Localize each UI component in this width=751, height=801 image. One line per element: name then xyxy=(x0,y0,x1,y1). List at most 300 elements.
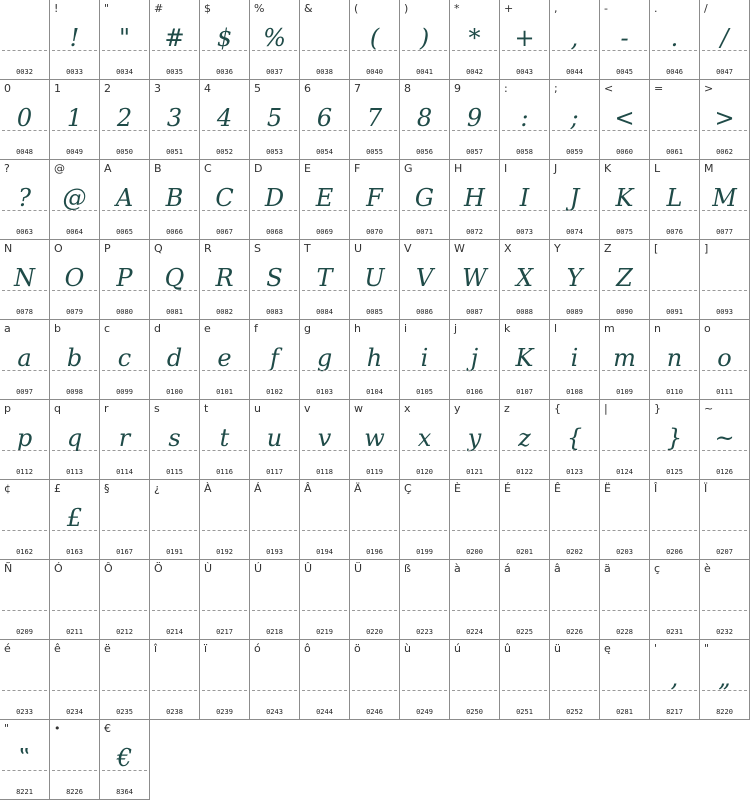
glyph-cell xyxy=(650,240,700,320)
glyph-key-label: | xyxy=(604,402,608,415)
glyph-code: 0059 xyxy=(566,148,583,156)
glyph-sample: y xyxy=(467,424,482,452)
glyph-key-label: I xyxy=(504,162,508,175)
glyph-key-label: 4 xyxy=(204,82,211,95)
glyph-key-label: ; xyxy=(554,82,558,95)
baseline-divider xyxy=(702,290,747,291)
glyph-code: 0088 xyxy=(516,308,533,316)
glyph-sample xyxy=(200,656,249,700)
baseline-divider xyxy=(202,130,247,131)
glyph-sample xyxy=(0,576,49,620)
glyph-sample: ~ xyxy=(714,424,735,452)
glyph-key-label: # xyxy=(154,2,164,15)
glyph-cell xyxy=(300,240,350,320)
glyph-code: 0067 xyxy=(216,228,233,236)
glyph-sample: t xyxy=(219,424,230,452)
glyph-code: 0051 xyxy=(166,148,183,156)
glyph-sample: e xyxy=(217,344,232,372)
baseline-divider xyxy=(2,770,47,771)
glyph-sample: C xyxy=(215,184,234,212)
glyph-sample xyxy=(650,96,699,140)
baseline-divider xyxy=(402,210,447,211)
glyph-key-label: { xyxy=(554,402,561,415)
glyph-sample: o xyxy=(717,344,732,372)
glyph-code: 0107 xyxy=(516,388,533,396)
glyph-key-label: < xyxy=(604,82,614,95)
glyph-key-label: Y xyxy=(554,242,561,255)
glyph-cell xyxy=(100,480,150,560)
glyph-cell xyxy=(700,400,750,480)
baseline-divider xyxy=(352,610,397,611)
glyph-cell xyxy=(450,560,500,640)
glyph-code: 0218 xyxy=(266,628,283,636)
baseline-divider xyxy=(52,290,97,291)
glyph-key-label: T xyxy=(304,242,311,255)
glyph-cell xyxy=(100,0,150,80)
baseline-divider xyxy=(102,210,147,211)
baseline-divider xyxy=(152,290,197,291)
baseline-divider xyxy=(602,450,647,451)
glyph-key-label: ) xyxy=(404,2,409,15)
baseline-divider xyxy=(252,690,297,691)
glyph-key-label: à xyxy=(454,562,461,575)
baseline-divider xyxy=(502,530,547,531)
baseline-divider xyxy=(702,210,747,211)
glyph-code: 0249 xyxy=(416,708,433,716)
baseline-divider xyxy=(552,370,597,371)
glyph-sample: N xyxy=(14,264,35,292)
glyph-cell xyxy=(300,160,350,240)
glyph-sample xyxy=(400,496,449,540)
glyph-sample: , xyxy=(570,24,579,52)
glyph-cell xyxy=(50,560,100,640)
glyph-key-label: Ê xyxy=(554,482,561,495)
glyph-code: 0038 xyxy=(316,68,333,76)
glyph-sample: m xyxy=(613,344,636,372)
glyph-key-label: q xyxy=(54,402,61,415)
glyph-code: 0054 xyxy=(316,148,333,156)
glyph-sample xyxy=(150,576,199,620)
glyph-code: 0118 xyxy=(316,468,333,476)
glyph-sample xyxy=(700,256,749,300)
glyph-sample xyxy=(100,496,149,540)
glyph-key-label: & xyxy=(304,2,313,15)
baseline-divider xyxy=(352,130,397,131)
glyph-key-label: y xyxy=(454,402,461,415)
baseline-divider xyxy=(2,610,47,611)
glyph-key-label: P xyxy=(104,242,111,255)
glyph-code: 0075 xyxy=(616,228,633,236)
glyph-sample: v xyxy=(317,424,332,452)
glyph-code: 0057 xyxy=(466,148,483,156)
glyph-code: 0103 xyxy=(316,388,333,396)
glyph-cell xyxy=(450,400,500,480)
glyph-key-label: e xyxy=(204,322,211,335)
glyph-code: 0066 xyxy=(166,228,183,236)
baseline-divider xyxy=(252,50,297,51)
glyph-key-label: } xyxy=(654,402,661,415)
glyph-code: 0097 xyxy=(16,388,33,396)
baseline-divider xyxy=(552,210,597,211)
glyph-code: 0063 xyxy=(16,228,33,236)
glyph-sample xyxy=(250,656,299,700)
glyph-key-label: 7 xyxy=(354,82,361,95)
baseline-divider xyxy=(302,210,347,211)
glyph-key-label: Ñ xyxy=(4,562,13,575)
glyph-code: 0069 xyxy=(316,228,333,236)
glyph-cell xyxy=(500,480,550,560)
baseline-divider xyxy=(602,130,647,131)
glyph-key-label: k xyxy=(504,322,511,335)
glyph-code: 0246 xyxy=(366,708,383,716)
glyph-key-label: - xyxy=(604,2,608,15)
glyph-code: 0087 xyxy=(466,308,483,316)
glyph-code: 0079 xyxy=(66,308,83,316)
glyph-sample: X xyxy=(515,264,534,292)
baseline-divider xyxy=(402,130,447,131)
glyph-key-label: û xyxy=(504,642,511,655)
baseline-divider xyxy=(402,690,447,691)
glyph-sample: Z xyxy=(616,264,633,292)
glyph-key-label: ö xyxy=(354,642,361,655)
glyph-sample: „ xyxy=(718,664,731,692)
glyph-cell xyxy=(500,0,550,80)
glyph-key-label: , xyxy=(554,2,558,15)
glyph-cell xyxy=(550,400,600,480)
glyph-key-label: • xyxy=(54,722,61,735)
glyph-key-label: b xyxy=(54,322,61,335)
baseline-divider xyxy=(2,130,47,131)
glyph-code: 0033 xyxy=(66,68,83,76)
glyph-cell xyxy=(200,240,250,320)
glyph-code: 0224 xyxy=(466,628,483,636)
baseline-divider xyxy=(302,690,347,691)
glyph-key-label: U xyxy=(354,242,363,255)
glyph-code: 0053 xyxy=(266,148,283,156)
glyph-key-label: Ú xyxy=(254,562,263,575)
glyph-cell xyxy=(700,480,750,560)
glyph-sample xyxy=(50,656,99,700)
glyph-sample xyxy=(500,576,549,620)
glyph-sample: D xyxy=(264,184,285,212)
glyph-sample: T xyxy=(316,264,333,292)
glyph-key-label: è xyxy=(704,562,711,575)
baseline-divider xyxy=(52,370,97,371)
glyph-cell xyxy=(250,160,300,240)
glyph-sample xyxy=(600,416,649,460)
glyph-key-label: ë xyxy=(104,642,111,655)
glyph-code: 0202 xyxy=(566,548,583,556)
baseline-divider xyxy=(652,130,697,131)
baseline-divider xyxy=(652,530,697,531)
glyph-sample xyxy=(150,656,199,700)
baseline-divider xyxy=(302,530,347,531)
glyph-key-label: x xyxy=(404,402,411,415)
glyph-cell xyxy=(450,0,500,80)
glyph-code: 0243 xyxy=(266,708,283,716)
glyph-cell xyxy=(50,160,100,240)
glyph-code: 0200 xyxy=(466,548,483,556)
glyph-cell xyxy=(550,0,600,80)
glyph-key-label: X xyxy=(504,242,512,255)
glyph-code: 0116 xyxy=(216,468,233,476)
glyph-sample: K xyxy=(615,184,634,212)
glyph-code: 0122 xyxy=(516,468,533,476)
glyph-code: 0102 xyxy=(266,388,283,396)
glyph-code: 0060 xyxy=(616,148,633,156)
glyph-key-label: @ xyxy=(54,162,65,175)
glyph-sample: ( xyxy=(369,24,380,52)
baseline-divider xyxy=(702,130,747,131)
baseline-divider xyxy=(652,290,697,291)
glyph-code: 0105 xyxy=(416,388,433,396)
glyph-cell xyxy=(0,640,50,720)
glyph-key-label: Ö xyxy=(154,562,163,575)
glyph-cell xyxy=(500,640,550,720)
glyph-key-label: E xyxy=(304,162,311,175)
glyph-sample: w xyxy=(364,424,385,452)
glyph-code: 0080 xyxy=(116,308,133,316)
glyph-sample: S xyxy=(266,264,283,292)
glyph-sample: c xyxy=(117,344,132,372)
glyph-code: 0062 xyxy=(716,148,733,156)
glyph-key-label: % xyxy=(254,2,265,15)
glyph-sample: K xyxy=(515,344,534,372)
baseline-divider xyxy=(152,690,197,691)
glyph-key-label: o xyxy=(704,322,711,335)
glyph-key-label: Ü xyxy=(354,562,363,575)
glyph-key-label: ~ xyxy=(704,402,714,415)
glyph-cell xyxy=(600,80,650,160)
glyph-sample: 5 xyxy=(266,104,283,132)
glyph-sample: d xyxy=(166,344,183,372)
glyph-sample: i xyxy=(570,344,579,372)
baseline-divider xyxy=(52,690,97,691)
glyph-key-label: ï xyxy=(204,642,208,655)
baseline-divider xyxy=(402,450,447,451)
baseline-divider xyxy=(352,210,397,211)
glyph-cell xyxy=(250,400,300,480)
glyph-sample: 3 xyxy=(166,104,183,132)
baseline-divider xyxy=(702,690,747,691)
glyph-code: 0037 xyxy=(266,68,283,76)
glyph-sample: . xyxy=(670,24,679,52)
baseline-divider xyxy=(152,50,197,51)
baseline-divider xyxy=(152,130,197,131)
glyph-sample xyxy=(150,496,199,540)
glyph-sample: @ xyxy=(62,184,87,212)
baseline-divider xyxy=(502,690,547,691)
glyph-sample: i xyxy=(420,344,429,372)
baseline-divider xyxy=(52,210,97,211)
baseline-divider xyxy=(302,610,347,611)
baseline-divider xyxy=(602,370,647,371)
glyph-sample: n xyxy=(666,344,683,372)
glyph-sample xyxy=(600,656,649,700)
glyph-key-label: 5 xyxy=(254,82,261,95)
glyph-code: 0167 xyxy=(116,548,133,556)
glyph-cell xyxy=(50,240,100,320)
glyph-key-label: ' xyxy=(654,642,658,655)
glyph-code: 0086 xyxy=(416,308,433,316)
glyph-sample xyxy=(700,496,749,540)
glyph-sample: O xyxy=(64,264,85,292)
baseline-divider xyxy=(452,50,497,51)
glyph-key-label: ú xyxy=(454,642,461,655)
glyph-cell xyxy=(250,80,300,160)
baseline-divider xyxy=(202,290,247,291)
baseline-divider xyxy=(602,50,647,51)
baseline-divider xyxy=(502,130,547,131)
glyph-sample: I xyxy=(519,184,530,212)
glyph-code: 0106 xyxy=(466,388,483,396)
glyph-code: 8217 xyxy=(666,708,683,716)
baseline-divider xyxy=(352,50,397,51)
glyph-sample xyxy=(550,656,599,700)
baseline-divider xyxy=(452,530,497,531)
glyph-sample: j xyxy=(470,344,479,372)
glyph-key-label: F xyxy=(354,162,361,175)
baseline-divider xyxy=(2,210,47,211)
glyph-key-label: 8 xyxy=(404,82,411,95)
glyph-cell xyxy=(450,160,500,240)
baseline-divider xyxy=(652,690,697,691)
baseline-divider xyxy=(552,610,597,611)
baseline-divider xyxy=(352,290,397,291)
glyph-cell xyxy=(150,640,200,720)
glyph-cell xyxy=(500,320,550,400)
glyph-sample: s xyxy=(168,424,181,452)
glyph-sample xyxy=(100,656,149,700)
glyph-code: 0071 xyxy=(416,228,433,236)
glyph-key-label: L xyxy=(654,162,661,175)
glyph-sample: } xyxy=(666,424,683,452)
glyph-key-label: Î xyxy=(654,482,658,495)
glyph-sample: 2 xyxy=(116,104,133,132)
glyph-sample xyxy=(250,496,299,540)
glyph-cell xyxy=(650,400,700,480)
baseline-divider xyxy=(352,530,397,531)
glyph-sample: / xyxy=(720,24,729,52)
glyph-cell xyxy=(150,160,200,240)
glyph-sample xyxy=(400,656,449,700)
glyph-key-label: w xyxy=(354,402,363,415)
glyph-cell xyxy=(600,320,650,400)
glyph-code: 0081 xyxy=(166,308,183,316)
glyph-sample xyxy=(500,656,549,700)
glyph-sample: ! xyxy=(69,24,80,52)
glyph-cell xyxy=(400,80,450,160)
glyph-cell xyxy=(350,0,400,80)
glyph-cell xyxy=(150,240,200,320)
glyph-sample: ; xyxy=(570,104,579,132)
baseline-divider xyxy=(102,130,147,131)
glyph-key-label: ü xyxy=(554,642,561,655)
glyph-code: 0052 xyxy=(216,148,233,156)
glyph-code: 0085 xyxy=(366,308,383,316)
glyph-key-label: é xyxy=(4,642,11,655)
baseline-divider xyxy=(602,610,647,611)
baseline-divider xyxy=(252,450,297,451)
glyph-sample: J xyxy=(569,184,580,212)
glyph-code: 0206 xyxy=(666,548,683,556)
glyph-code: 0042 xyxy=(466,68,483,76)
glyph-cell xyxy=(200,80,250,160)
glyph-sample: 7 xyxy=(366,104,383,132)
baseline-divider xyxy=(302,370,347,371)
glyph-cell xyxy=(600,0,650,80)
glyph-cell xyxy=(400,400,450,480)
glyph-code: 0124 xyxy=(616,468,633,476)
glyph-code: 0235 xyxy=(116,708,133,716)
glyph-sample xyxy=(400,576,449,620)
glyph-code: 0233 xyxy=(16,708,33,716)
glyph-cell xyxy=(550,560,600,640)
glyph-cell xyxy=(350,400,400,480)
glyph-code: 0074 xyxy=(566,228,583,236)
glyph-sample xyxy=(450,656,499,700)
glyph-cell xyxy=(400,480,450,560)
baseline-divider xyxy=(552,130,597,131)
glyph-cell xyxy=(250,560,300,640)
baseline-divider xyxy=(202,210,247,211)
glyph-sample xyxy=(350,656,399,700)
baseline-divider xyxy=(302,450,347,451)
baseline-divider xyxy=(102,450,147,451)
glyph-sample xyxy=(300,16,349,60)
glyph-code: 0121 xyxy=(466,468,483,476)
glyph-key-label: ç xyxy=(654,562,661,575)
glyph-code: 0232 xyxy=(716,628,733,636)
glyph-key-label: À xyxy=(204,482,212,495)
glyph-cell xyxy=(650,640,700,720)
baseline-divider xyxy=(452,290,497,291)
glyph-key-label: t xyxy=(204,402,209,415)
glyph-key-label: ¢ xyxy=(4,482,11,495)
glyph-cell xyxy=(700,240,750,320)
glyph-key-label: ( xyxy=(354,2,359,15)
glyph-cell xyxy=(400,560,450,640)
glyph-cell xyxy=(700,560,750,640)
glyph-sample: - xyxy=(620,24,629,52)
baseline-divider xyxy=(152,530,197,531)
glyph-code: 0032 xyxy=(16,68,33,76)
baseline-divider xyxy=(102,290,147,291)
baseline-divider xyxy=(502,610,547,611)
glyph-code: 0281 xyxy=(616,708,633,716)
baseline-divider xyxy=(452,690,497,691)
glyph-cell xyxy=(50,720,100,800)
glyph-code: 0225 xyxy=(516,628,533,636)
glyph-code: 0125 xyxy=(666,468,683,476)
glyph-cell xyxy=(150,400,200,480)
glyph-code: 0211 xyxy=(66,628,83,636)
glyph-key-label: m xyxy=(604,322,615,335)
glyph-sample xyxy=(450,496,499,540)
glyph-code: 0220 xyxy=(366,628,383,636)
glyph-sample xyxy=(550,496,599,540)
glyph-code: 0082 xyxy=(216,308,233,316)
glyph-code: 0212 xyxy=(116,628,133,636)
glyph-sample: £ xyxy=(66,504,83,532)
glyph-code: 0043 xyxy=(516,68,533,76)
glyph-cell xyxy=(350,480,400,560)
glyph-code: 0065 xyxy=(116,228,133,236)
baseline-divider xyxy=(602,530,647,531)
glyph-code: 0223 xyxy=(416,628,433,636)
baseline-divider xyxy=(552,530,597,531)
glyph-sample xyxy=(100,576,149,620)
